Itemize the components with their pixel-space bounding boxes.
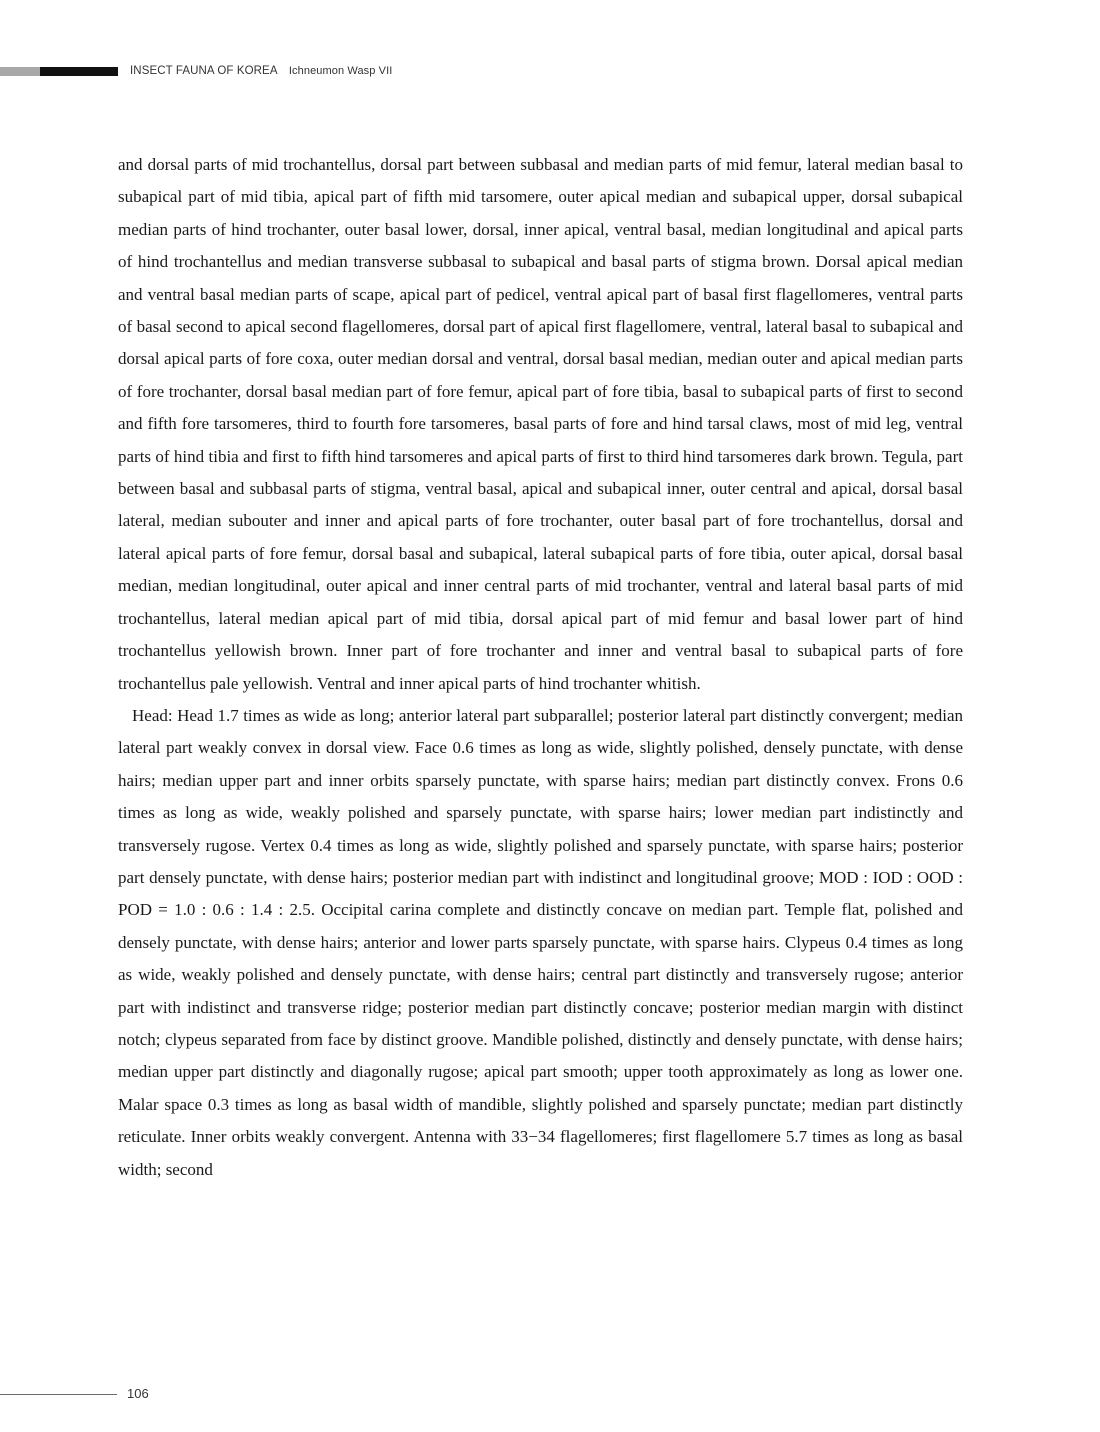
page-number: 106 xyxy=(127,1386,149,1401)
running-head xyxy=(130,65,392,77)
header-bar-dark xyxy=(40,67,118,76)
body-paragraph: and dorsal parts of mid trochantellus, dorsal part between subbasal and median parts of mid femur, lateral median basal to subapical part of mid tibia, apical part of fifth mid tarsomere, outer apical median and subapical upper, dorsal subapical median parts of hind trochanter, outer basal lower, dorsal, inner apical, ventral basal, median longitudinal and apical parts of hind trochantellus and median transverse subbasal to subapical and basal parts of stigma brown. Dorsal apical median and ventral basal median parts of scape, apical part of pedicel, ventral apical part of basal first flagellomeres, ventral parts of basal second to apical second flagellomeres, dorsal part of apical first flagellomere, ventral, lateral basal to subapical and dorsal apical parts of fore coxa, outer median dorsal and ventral, dorsal basal median, median outer and apical median parts of fore trochanter, dorsal basal median part of fore femur, apical part of fore tibia, basal to subapical parts of first to second and fifth fore tarsomeres, third to fourth fore tarsomeres, basal parts of fore and hind tarsal claws, most of mid leg, ventral parts of hind tibia and first to fifth hind tarsomeres and apical parts of first to third hind tarsomeres dark brown. Tegula, part between basal and subbasal parts of stigma, ventral basal, apical and subapical inner, outer central and apical, dorsal basal lateral, median subouter and inner and apical parts of fore trochanter, outer basal part of fore trochantellus, dorsal and lateral apical parts of fore femur, dorsal basal and subapical, lateral subapical parts of fore tibia, outer apical, dorsal basal median, median longitudinal, outer apical and inner central parts of mid trochanter, ventral and lateral basal parts of mid trochantellus, lateral median apical part of mid tibia, dorsal apical part of mid femur and basal lower part of hind trochantellus yellowish brown. Inner part of fore trochanter and inner and ventral basal to subapical parts of fore trochantellus pale yellowish. Ventral and inner apical parts of hind trochanter whitish. xyxy=(118,155,963,693)
header-bar-light xyxy=(0,67,40,76)
series-title: INSECT FAUNA OF KOREA xyxy=(130,65,278,77)
volume-title: Ichneumon Wasp VII xyxy=(288,65,393,77)
body-text xyxy=(118,149,963,1186)
footer-rule xyxy=(0,1394,117,1395)
body-paragraph: Head: Head 1.7 times as wide as long; anterior lateral part subparallel; posterior lateral part distinctly convergent; median lateral part weakly convex in dorsal view. Face 0.6 times as long as wide, slightly polished, densely punctate, with dense hairs; median upper part and inner orbits sparsely punctate, with sparse hairs; median part distinctly convex. Frons 0.6 times as long as wide, weakly polished and sparsely punctate, with sparse hairs; lower median part indistinctly and transversely rugose. Vertex 0.4 times as long as wide, slightly polished and sparsely punctate, with sparse hairs; posterior part densely punctate, with dense hairs; posterior median part with indistinct and longitudinal groove; MOD : IOD : OOD : POD = 1.0 : 0.6 : 1.4 : 2.5. Occipital carina complete and distinctly concave on median part. Temple flat, polished and densely punctate, with dense hairs; anterior and lower parts sparsely punctate, with sparse hairs. Clypeus 0.4 times as long as wide, weakly polished and densely punctate, with dense hairs; central part distinctly and transversely rugose; anterior part with indistinct and transverse ridge; posterior median part distinctly concave; posterior median margin with distinct notch; clypeus separated from face by distinct groove. Mandible polished, distinctly and densely punctate, with dense hairs; median upper part distinctly and diagonally rugose; apical part smooth; upper tooth approximately as long as lower one. Malar space 0.3 times as long as basal width of mandible, slightly polished and sparsely punctate; median part distinctly reticulate. Inner orbits weakly convergent. Antenna with 33−34 flagellomeres; first flagellomere 5.7 times as long as basal width; second xyxy=(118,705,963,1179)
